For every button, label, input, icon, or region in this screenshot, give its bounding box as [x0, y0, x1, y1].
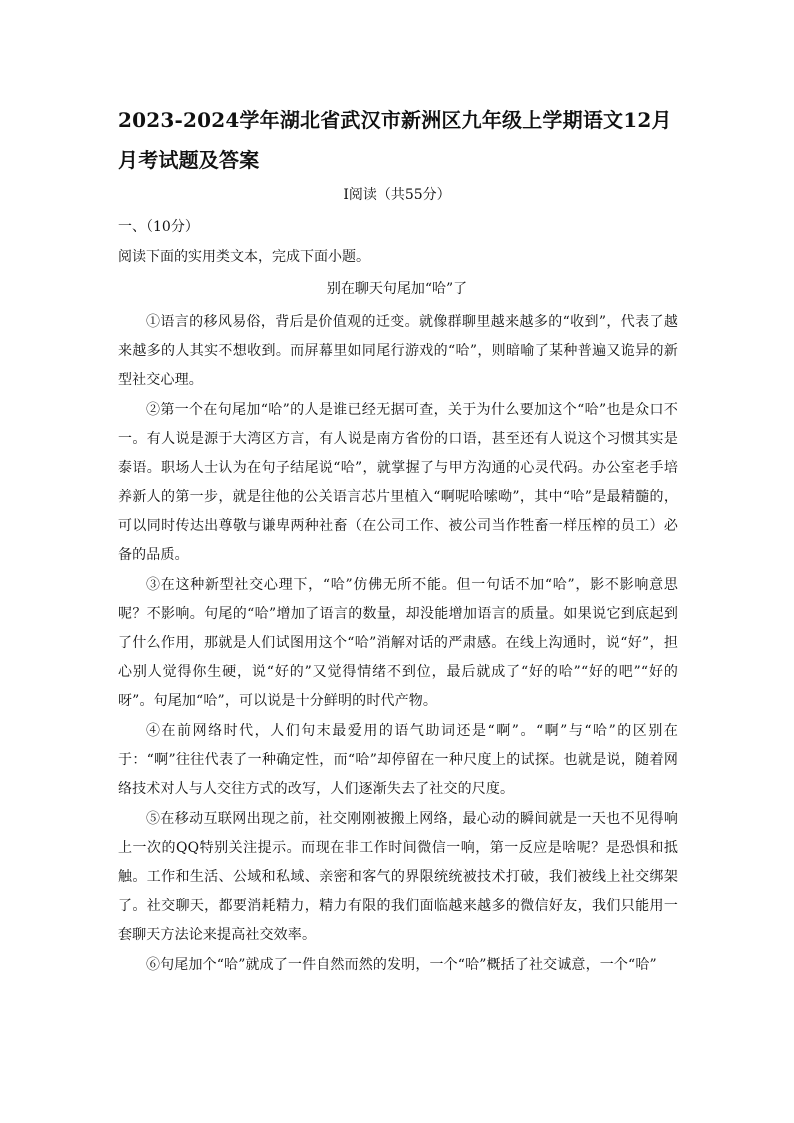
- paragraph-5: ⑤在移动互联网出现之前，社交刚刚被搬上网络，最心动的瞬间就是一天也不见得响上一次的QQ特别关注提示。而现在非工作时间微信一响，第一反应是啥呢？是恐惧和抵触。工作和生活、公域和私域、亲密和客气的界限统统被技术打破，我们被线上社交绑架了。社交聊天，都要消耗精力，精力有限的我们面临越来越多的微信好友，我们只能用一套聊天方法论来提高社交效率。: [118, 811, 678, 943]
- question-instruction: 阅读下面的实用类文本，完成下面小题。: [118, 249, 370, 265]
- paragraph-3: ③在这种新型社交心理下，“哈”仿佛无所不能。但一句话不加“哈”，影不影响意思呢？不影响。句尾的“哈”增加了语言的数量，却没能增加语言的质量。如果说它到底起到了什么作用，那就是人们试图用这个“哈”消解对话的严肃感。在线上沟通时，说“好”，担心别人觉得你生硬，说“好的”又觉得情绪不到位，最后就成了“好的哈”“好的吧”“好的呀”。句尾加“哈”，可以说是十分鲜明的时代产物。: [118, 577, 678, 709]
- article-title: 别在聊天句尾加“哈”了: [326, 281, 468, 297]
- paragraph-1: ①语言的移风易俗，背后是价值观的迁变。就像群聊里越来越多的“收到”，代表了越来越多的人其实不想收到。而屏幕里如同尾行游戏的“哈”，则暗喻了某种普遍又诡异的新型社交心理。: [118, 314, 678, 388]
- paragraph-4: ④在前网络时代，人们句末最爱用的语气助词还是“啊”。“啊”与“哈”的区别在于：“啊”往往代表了一种确定性，而“哈”却停留在一种尺度上的试探。也就是说，随着网络技术对人与人交往方式的改写，人们逐渐失去了社交的尺度。: [118, 723, 678, 797]
- paragraph-6: ⑥句尾加个“哈”就成了一件自然而然的发明，一个“哈”概括了社交诚意，一个“哈”: [146, 957, 657, 973]
- article-body: [118, 308, 678, 981]
- question-number: 一、（10分）: [118, 219, 199, 235]
- paragraph-2: ②第一个在句尾加“哈”的人是谁已经无据可查，关于为什么要加这个“哈”也是众口不一。有人说是源于大湾区方言，有人说是南方省份的口语，甚至还有人说这个习惯其实是泰语。职场人士认为在句子结尾说“哈”，就掌握了与甲方沟通的心灵代码。办公室老手培养新人的第一步，就是往他的公关语言芯片里植入“啊呢哈嗦呦”，其中“哈”是最精髓的，可以同时传达出尊敬与谦卑两种社畜（在公司工作、被公司当作牲畜一样压榨的员工）必备的品质。: [118, 402, 678, 563]
- section-heading: Ⅰ阅读（共55分）: [343, 187, 451, 203]
- document-title: 2023-2024学年湖北省武汉市新洲区九年级上学期语文12月月考试题及答案: [118, 108, 672, 172]
